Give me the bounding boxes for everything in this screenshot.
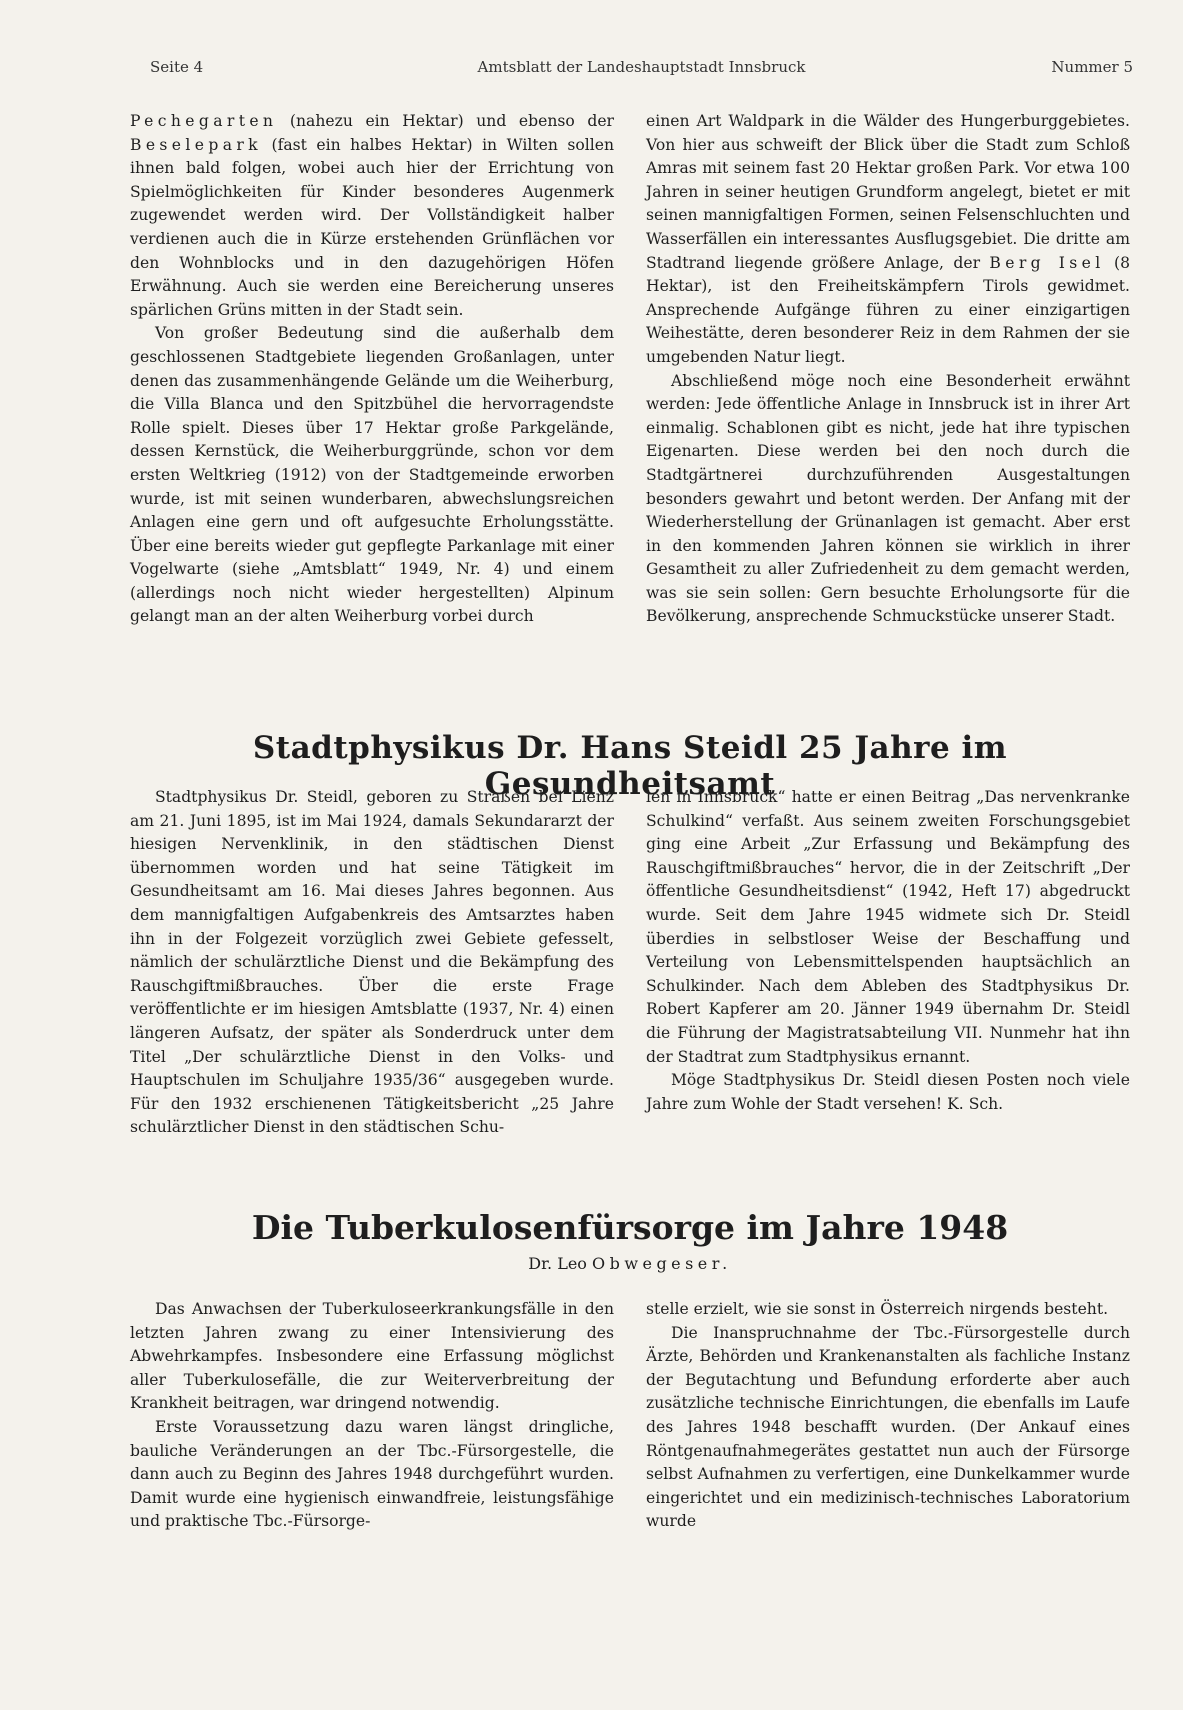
paragraph: einen Art Waldpark in die Wälder des Hungerburggebietes. Von hier aus schweift der Blick über die Stadt zum Schloß Amras mit seinem fast 20 Hektar großen Park. Vor etwa 100 Jahren in seiner heutigen Grundform angelegt, bietet er mit seinen mannigfaltigen Formen, seinen Felsenschluchten und Wasserfällen ein interessantes Ausflugsgebiet. Die dritte am Stadtrand liegende größere Anlage, der Berg Isel (8 Hektar), ist den Freiheitskämpfern Tirols gewidmet. Ansprechende Aufgänge führen zu einer einzigartigen Weihestätte, deren besonderer Reiz in dem Rahmen der sie umgebenden Natur liegt.: [646, 112, 1130, 366]
paragraph: stelle erzielt, wie sie sonst in Österreich nirgends besteht.: [646, 1300, 1109, 1318]
article-parks-col-2: [646, 110, 1130, 629]
article-steidl-col-1: [130, 786, 614, 1140]
article-tuberculosis-col-1: [130, 1298, 614, 1534]
park-name: Pechegarten: [130, 112, 278, 130]
article-tuberculosis-col-2: [646, 1298, 1130, 1534]
article-parks-col-1: [130, 110, 614, 629]
article-steidl-body: [130, 786, 1130, 1140]
article-tuberculosis-title: Die Tuberkulosenfürsorge im Jahre 1948: [251, 1208, 1009, 1247]
park-name: Berg Isel: [989, 253, 1105, 272]
paragraph: Abschließend möge noch eine Besonderheit erwähnt werden: Jede öffentliche Anlage in Innsbruck ist in ihrer Art einmalig. Schablonen gibt es nicht, jede hat ihre typischen Eigenarten. Diese werden bei den noch durch die Stadtgärtnerei durchzuführenden Ausgestaltungen besonders gewahrt und betont werden. Der Anfang mit der Wiederherstellung der Grünanlagen ist gemacht. Aber erst in den kommenden Jahren können sie wirklich in ihrer Gesamtheit zu aller Zufriedenheit zu dem gemacht werden, was sie sein sollen: Gern besuchte Erholungsorte für die Bevölkerung, ansprechende Schmuckstücke unserer Stadt.: [646, 371, 1130, 626]
paragraph: Die Inanspruchnahme der Tbc.-Fürsorgestelle durch Ärzte, Behörden und Krankenanstalten als fachliche Instanz der Begutachtung und Befundung erforderte aber auch zusätzliche technische Einrichtungen, die ebenfalls im Laufe des Jahres 1948 beschafft wurden. (Der Ankauf eines Röntgenaufnahmegerätes gestattet nun auch der Fürsorge selbst Aufnahmen zu verfertigen, eine Dunkelkammer wurde eingerichtet und ein medizinisch-technisches Laboratorium wurde: [646, 1323, 1130, 1531]
article-parks-continuation: [130, 110, 1130, 629]
article-tuberculosis-body: [130, 1298, 1130, 1534]
park-name: Beselepark: [130, 135, 262, 154]
page-header: [150, 58, 1133, 82]
article-steidl-title: Stadtphysikus Dr. Hans Steidl 25 Jahre im Gesundheitsamt: [252, 730, 1008, 802]
paragraph: Pechegarten (nahezu ein Hektar) und ebenso der Beselepark (fast ein halbes Hektar) in Wilten sollen ihnen bald folgen, wobei auch hier der Errichtung von Spielmöglichkeiten für Kinder besonderes Augenmerk zugewendet werden wird. Der Vollständigkeit halber verdienen auch die in Kürze erstehenden Grünflächen vor den Wohnblocks und in den dazugehörigen Höfen Erwähnung. Auch sie werden eine Bereicherung unseres spärlichen Grüns mitten in der Stadt sein.: [130, 112, 614, 319]
paragraph: Das Anwachsen der Tuberkuloseerkrankungsfälle in den letzten Jahren zwang zu einer Intensivierung des Abwehrkampfes. Insbesondere eine Erfassung möglichst aller Tuberkulosefälle, die zur Weiterverbreitung der Krankheit beitragen, war dringend notwendig.: [130, 1300, 614, 1413]
author-name: Obwegeser.: [592, 1254, 732, 1273]
paragraph: len in Innsbruck“ hatte er einen Beitrag „Das nervenkranke Schulkind“ verfaßt. Aus seinem zweiten Forschungsgebiet ging eine Arbeit „Zur Erfassung und Bekämpfung des Rauschgiftmißbrauches“ hervor, die in der Zeitschrift „Der öffentliche Gesundheitsdienst“ (1942, Heft 17) abgedruckt wurde. Seit dem Jahre 1945 widmete sich Dr. Steidl überdies in selbstloser Weise der Beschaffung und Verteilung von Lebensmittelspenden hauptsächlich an Schulkinder. Nach dem Ableben des Stadtphysikus Dr. Robert Kapferer am 20. Jänner 1949 übernahm Dr. Steidl die Führung der Magistratsabteilung VII. Nunmehr hat ihn der Stadtrat zum Stadtphysikus ernannt.: [646, 788, 1130, 1066]
paragraph: Erste Voraussetzung dazu waren längst dringliche, bauliche Veränderungen an der Tbc.-Fürsorgestelle, die dann auch zu Beginn des Jahres 1948 durchgeführt wurden. Damit wurde eine hygienisch einwandfreie, leistungsfähige und praktische Tbc.-Fürsorge-: [130, 1417, 614, 1531]
paragraph: Stadtphysikus Dr. Steidl, geboren zu Straßen bei Lienz am 21. Juni 1895, ist im Mai 1924, damals Sekundararzt der hiesigen Nervenklinik, in den städtischen Dienst übernommen worden und hat seine Tätigkeit im Gesundheitsamt am 16. Mai dieses Jahres begonnen. Aus dem mannigfaltigen Aufgabenkreis des Amtsarztes haben ihn in der Folgezeit vorzüglich zwei Gebiete gefesselt, nämlich der schulärztliche Dienst und die Bekämpfung des Rauschgiftmißbrauches. Über die erste Frage veröffentlichte er im hiesigen Amtsblatte (1937, Nr. 4) einen längeren Aufsatz, der später als Sonderdruck unter dem Titel „Der schulärztliche Dienst in den Volks- und Hauptschulen im Schuljahre 1935/36“ ausgegeben wurde. Für den 1932 erschienenen Tätigkeitsbericht „25 Jahre schulärztlicher Dienst in den städtischen Schu-: [130, 788, 614, 1137]
article-byline: Dr. Leo Obwegeser.: [528, 1254, 732, 1273]
page-number: Seite 4: [150, 58, 204, 76]
paragraph: Möge Stadtphysikus Dr. Steidl diesen Posten noch viele Jahre zum Wohle der Stadt versehen! K. Sch.: [646, 1071, 1130, 1113]
issue-number: Nummer 5: [1051, 58, 1133, 76]
paragraph: Von großer Bedeutung sind die außerhalb dem geschlossenen Stadtgebiete liegenden Großanlagen, unter denen das zusammenhängende Gelände um die Weiherburg, die Villa Blanca und den Spitzbühel die hervorragendste Rolle spielt. Dieses über 17 Hektar große Parkgelände, dessen Kernstück, die Weiherburggründe, schon vor dem ersten Weltkrieg (1912) von der Stadtgemeinde erworben wurde, ist mit seinen wunderbaren, abwechslungsreichen Anlagen eine gern und oft aufgesuchte Erholungsstätte. Über eine bereits wieder gut gepflegte Parkanlage mit einer Vogelwarte (siehe „Amtsblatt“ 1949, Nr. 4) und einem (allerdings noch nicht wieder hergestellten) Alpinum gelangt man an der alten Weiherburg vorbei durch: [130, 324, 614, 626]
article-steidl-col-2: [646, 786, 1130, 1140]
publication-title: Amtsblatt der Landeshauptstadt Innsbruck: [477, 58, 806, 76]
